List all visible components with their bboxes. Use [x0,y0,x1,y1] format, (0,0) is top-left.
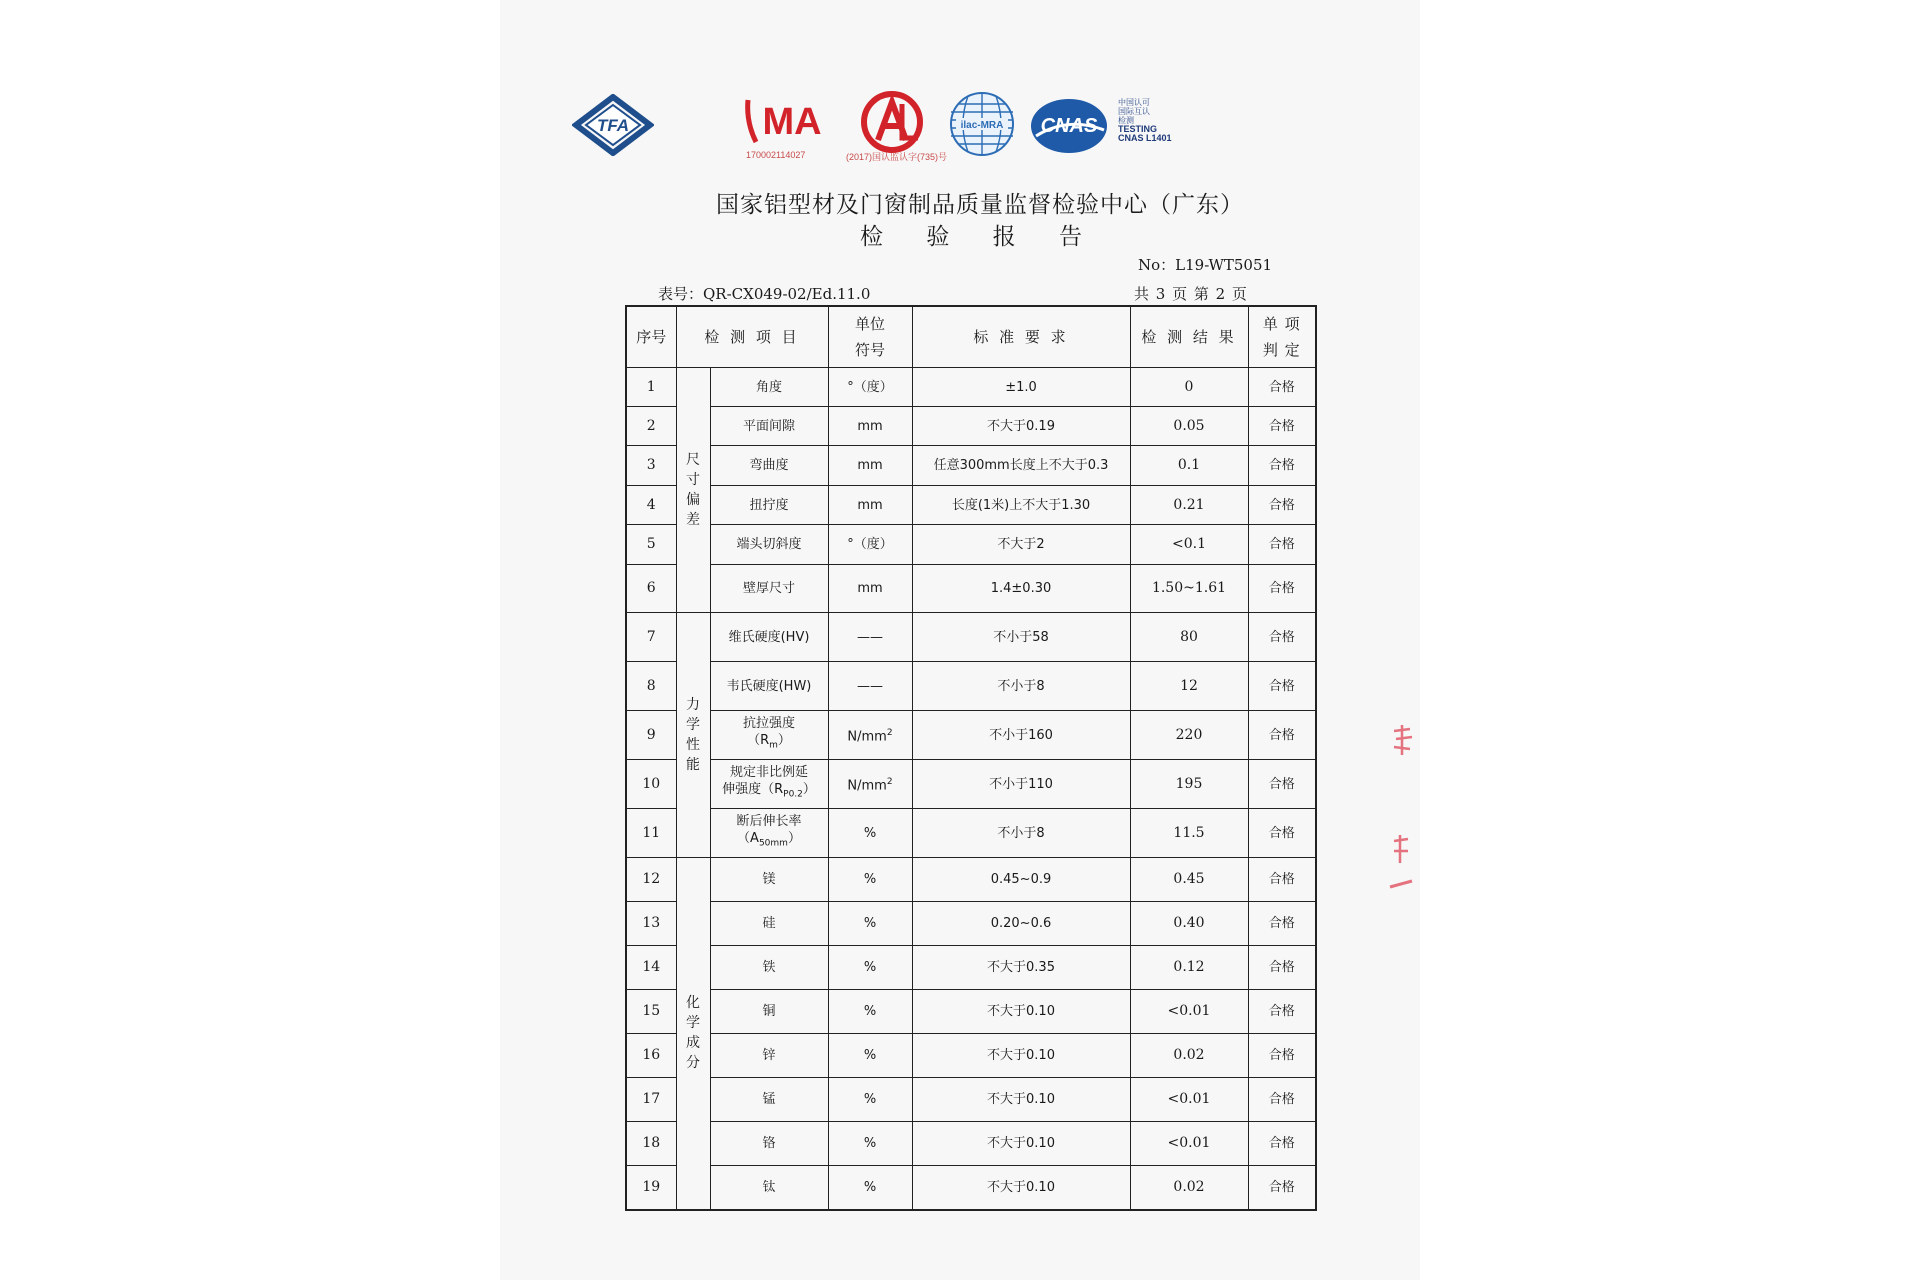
item-line: 伸强度$(R_{P0.2})$ [722,782,816,800]
row-seq: 7 [626,613,676,662]
unit-base: N/mm [847,729,887,745]
table-row [626,1122,1316,1166]
row-verdict: 合格 [1248,525,1316,565]
row-verdict: 合格 [1248,902,1316,946]
row-standard: 长度(1米)上不大于1.30 [912,486,1130,525]
svg-text:ilac-MRA: ilac-MRA [960,120,1004,131]
row-unit: mm [828,407,912,446]
row-seq: 16 [626,1034,676,1078]
row-unit: °（度） [828,525,912,565]
row-standard: 0.45~0.9 [912,858,1130,902]
row-item: 铬 [710,1122,828,1166]
row-result: 0 [1130,368,1248,407]
row-standard: 不大于2 [912,525,1130,565]
row-standard: 不大于0.19 [912,407,1130,446]
row-seq: 13 [626,902,676,946]
header-unit [828,306,912,368]
row-seq: 12 [626,858,676,902]
row-item: 硅 [710,902,828,946]
row-standard: 任意300mm长度上不大于0.3 [912,446,1130,486]
row-standard: 不小于110 [912,760,1130,809]
cnas-line: 检测 [1118,116,1134,125]
row-seq: 9 [626,711,676,760]
table-row [626,368,1316,407]
row-verdict: 合格 [1248,946,1316,990]
table-row [626,565,1316,613]
row-standard: 不小于8 [912,662,1130,711]
row-standard: 不大于0.35 [912,946,1130,990]
row-seq: 5 [626,525,676,565]
row-result: 0.21 [1130,486,1248,525]
row-verdict: 合格 [1248,368,1316,407]
unit-superscript: 2 [886,727,893,738]
row-item: 铁 [710,946,828,990]
symbol-subscript: P0.2 [783,789,803,800]
item-line: 规定非比例延 [729,765,808,781]
row-unit: —— [828,662,912,711]
row-seq: 18 [626,1122,676,1166]
row-result: 0.02 [1130,1166,1248,1210]
row-unit: —— [828,613,912,662]
table-row [626,902,1316,946]
row-item: 镁 [710,858,828,902]
row-item: 弯曲度 [710,446,828,486]
tfa-logo-icon [572,94,654,156]
row-item: 壁厚尺寸 [710,565,828,613]
row-unit: mm [828,446,912,486]
row-seq: 15 [626,990,676,1034]
group-label: 力学性能 [686,697,700,773]
table-row [626,407,1316,446]
row-item: 铜 [710,990,828,1034]
row-unit: % [828,1166,912,1210]
table-row [626,990,1316,1034]
row-standard: 0.20~0.6 [912,902,1130,946]
table-row [626,946,1316,990]
header-unit-line: 单位 [854,315,885,333]
row-verdict: 合格 [1248,711,1316,760]
svg-text:CNAS: CNAS [1040,115,1098,137]
unit-superscript: 2 [886,776,893,787]
row-result: 195 [1130,760,1248,809]
table-header-row [626,306,1316,368]
row-unit: mm [828,565,912,613]
row-seq: 2 [626,407,676,446]
header-item: 检 测 项 目 [676,306,828,368]
certification-logos [0,92,1920,172]
row-unit: °（度） [828,368,912,407]
row-unit [828,711,912,760]
row-verdict: 合格 [1248,809,1316,858]
table-row [626,858,1316,902]
row-result: 0.05 [1130,407,1248,446]
row-verdict: 合格 [1248,662,1316,711]
row-verdict: 合格 [1248,446,1316,486]
row-item: 角度 [710,368,828,407]
row-standard: ±1.0 [912,368,1130,407]
cal-number: (2017)国认监认字(735)号 [846,152,948,162]
row-item: 扭拧度 [710,486,828,525]
row-item: 维氏硬度(HV) [710,613,828,662]
header-verdict-line: 判 定 [1262,341,1301,359]
cma-number: 170002114027 [746,150,806,160]
row-unit: % [828,1034,912,1078]
row-verdict: 合格 [1248,486,1316,525]
row-result: 80 [1130,613,1248,662]
ilac-mra-logo-icon [948,90,1016,158]
group-dimension [676,368,710,613]
report-subtitle: 检 验 报 告 [860,224,1100,250]
row-item [710,760,828,809]
row-verdict: 合格 [1248,407,1316,446]
group-label: 尺寸偏差 [686,452,700,528]
row-verdict: 合格 [1248,1166,1316,1210]
row-result: <0.01 [1130,1122,1248,1166]
row-item: 锌 [710,1034,828,1078]
table-row [626,446,1316,486]
report-title: 国家铝型材及门窗制品质量监督检验中心（广东） [716,192,1244,218]
row-standard: 不大于0.10 [912,1166,1130,1210]
row-verdict: 合格 [1248,858,1316,902]
row-unit: % [828,809,912,858]
cnas-logo-icon [1028,96,1110,156]
row-unit: % [828,1078,912,1122]
row-result: 0.45 [1130,858,1248,902]
header-verdict-line: 单 项 [1262,315,1301,333]
row-seq: 1 [626,368,676,407]
cnas-line: 国际互认 [1118,107,1150,116]
table-row [626,525,1316,565]
row-item: 韦氏硬度(HW) [710,662,828,711]
row-verdict: 合格 [1248,1122,1316,1166]
table-row [626,1034,1316,1078]
row-seq: 17 [626,1078,676,1122]
header-verdict [1248,306,1316,368]
row-seq: 4 [626,486,676,525]
row-verdict: 合格 [1248,613,1316,662]
row-seq: 14 [626,946,676,990]
svg-text:MA: MA [762,101,822,143]
row-standard: 不大于0.10 [912,1078,1130,1122]
row-unit: % [828,990,912,1034]
table-row [626,809,1316,858]
item-line: 抗拉强度 [742,716,795,732]
row-seq: 3 [626,446,676,486]
row-standard: 不大于0.10 [912,1122,1130,1166]
row-item: 钛 [710,1166,828,1210]
row-result: <0.1 [1130,525,1248,565]
header-result: 检 测 结 果 [1130,306,1248,368]
symbol-letter: A [750,831,759,847]
row-seq: 19 [626,1166,676,1210]
row-item: 端头切斜度 [710,525,828,565]
row-seq: 10 [626,760,676,809]
group-chemical [676,858,710,1210]
report-number: No：L19-WT5051 [1138,256,1273,274]
row-unit: % [828,946,912,990]
cnas-line: 中国认可 [1118,98,1150,107]
row-result: 220 [1130,711,1248,760]
table-row [626,662,1316,711]
symbol-letter: R [774,782,784,798]
item-symbol: $(A_{50mm})$ [737,831,801,849]
row-standard: 不小于58 [912,613,1130,662]
row-unit [828,760,912,809]
table-row [626,1166,1316,1210]
row-standard: 不小于8 [912,809,1130,858]
row-result: <0.01 [1130,1078,1248,1122]
table-row [626,1078,1316,1122]
row-result: 1.50~1.61 [1130,565,1248,613]
row-seq: 6 [626,565,676,613]
row-standard: 不大于0.10 [912,990,1130,1034]
row-result: 12 [1130,662,1248,711]
row-result: 11.5 [1130,809,1248,858]
row-item: 锰 [710,1078,828,1122]
row-verdict: 合格 [1248,565,1316,613]
row-verdict: 合格 [1248,1034,1316,1078]
row-verdict: 合格 [1248,990,1316,1034]
symbol-subscript: 50mm [758,838,788,849]
item-line-text: 伸强度 [722,782,762,798]
row-standard: 不小于160 [912,711,1130,760]
table-row [626,711,1316,760]
row-standard: 1.4±0.30 [912,565,1130,613]
table-row [626,613,1316,662]
cnas-accreditation-text [1118,98,1198,143]
row-unit: mm [828,486,912,525]
table-row [626,760,1316,809]
svg-text:TFA: TFA [596,116,630,135]
symbol-letter: R [760,733,770,749]
row-verdict: 合格 [1248,760,1316,809]
row-result: 0.1 [1130,446,1248,486]
cnas-testing: TESTING [1118,124,1158,134]
row-unit: % [828,858,912,902]
row-item [710,711,828,760]
row-seq: 8 [626,662,676,711]
row-result: 0.12 [1130,946,1248,990]
row-item [710,809,828,858]
group-mechanical [676,613,710,858]
item-symbol: $(R_m)$ [747,733,791,751]
inspection-table [625,305,1317,1211]
page-count: 共 3 页 第 2 页 [1134,285,1247,303]
header-seq: 序号 [626,306,676,368]
symbol-subscript: m [769,740,778,751]
row-result: <0.01 [1130,990,1248,1034]
table-row [626,486,1316,525]
item-line: 断后伸长率 [736,814,802,830]
header-unit-line: 符号 [854,341,885,359]
row-result: 0.02 [1130,1034,1248,1078]
row-unit: % [828,902,912,946]
row-verdict: 合格 [1248,1078,1316,1122]
row-unit: % [828,1122,912,1166]
row-item: 平面间隙 [710,407,828,446]
group-label: 化学成分 [686,995,700,1072]
cnas-code: CNAS L1401 [1118,133,1172,143]
row-result: 0.40 [1130,902,1248,946]
form-number: 表号：QR-CX049-02/Ed.11.0 [658,285,871,303]
row-standard: 不大于0.10 [912,1034,1130,1078]
red-seal-fragment-icon [1388,725,1414,895]
row-seq: 11 [626,809,676,858]
header-standard: 标 准 要 求 [912,306,1130,368]
unit-base: N/mm [847,778,887,794]
